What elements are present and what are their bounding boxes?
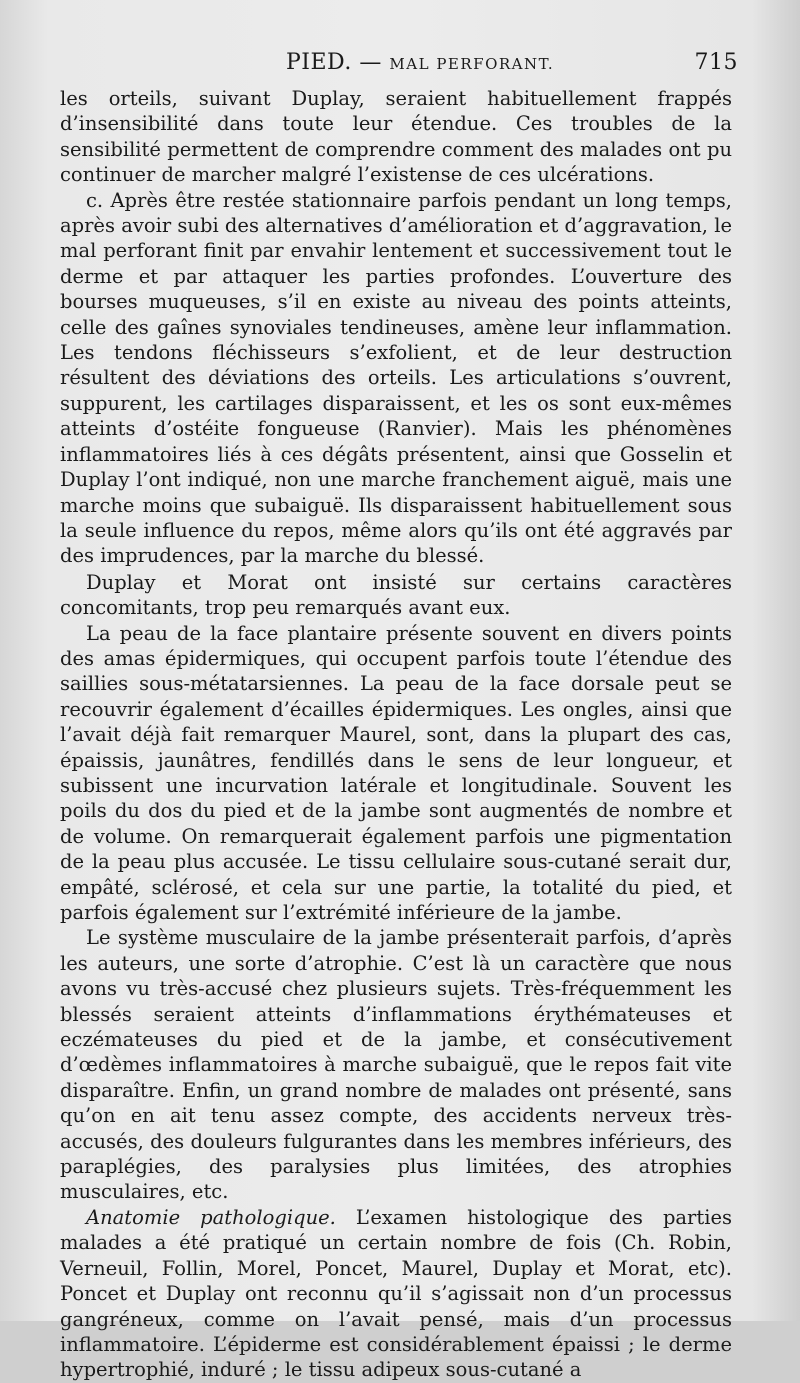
running-header (60, 50, 738, 80)
paragraph-2: c. Après être restée stationnaire parfois pendant un long temps, après avoir subi des alternatives d’amélioration et d’aggravation, le mal perforant finit par envahir lentement et successivement tout le derme et par attaquer les parties profondes. L’ouverture des bourses muqueuses, s’il en existe au niveau des points atteints, celle des gaînes synoviales tendineuses, amène leur inflammation. Les tendons fléchisseurs s’exfolient, et de leur destruction résultent des déviations des orteils. Les articulations s’ouvrent, suppurent, les cartilages disparaissent, et les os sont eux-mêmes atteints d’ostéite fongueuse (Ranvier). Mais les phénomènes inflammatoires liés à ces dégâts présentent, ainsi que Gosselin et Duplay l’ont indiqué, non une marche franchement aiguë, mais une marche moins que subaiguë. Ils disparaissent habituellement sous la seule influence du repos, même alors qu’ils ont été aggravés par des imprudences, par la marche du blessé. (60, 188, 732, 568)
page-number: 715 (694, 50, 738, 75)
paragraph-3: Duplay et Morat ont insisté sur certains caractères concomitants, trop peu remarqués avant eux. (60, 570, 732, 620)
paragraph-6-text: L’examen histologique des parties malades a été pratiqué un certain nombre de fois (Ch. Robin, Verneuil, Follin, Morel, Poncet, Maurel, Duplay et Morat, etc). Poncet et Duplay ont reconnu qu’il s’agissait non d’un processus gangréneux, comme on l’avait pensé, mais d’un processus inflammatoire. L’épiderme est considérablement épaissi ; le derme hypertrophié, induré ; le tissu adipeux sous-cutané a (60, 1205, 732, 1382)
paragraph-4: La peau de la face plantaire présente souvent en divers points des amas épidermiques, qui occupent parfois toute l’étendue des saillies sous-métatarsiennes. La peau de la face dorsale peut se recouvrir également d’écailles épidermiques. Les ongles, ainsi que l’avait déjà fait remarquer Maurel, sont, dans la plupart des cas, épaissis, jaunâtres, fendillés dans le sens de leur longueur, et subissent une incurvation latérale et longitudinale. Souvent les poils du dos du pied et de la jambe sont augmentés de nombre et de volume. On remarquerait également parfois une pigmentation de la peau plus accusée. Le tissu cellulaire sous-cutané serait dur, empâté, sclérosé, et cela sur une partie, la totalité du pied, et parfois également sur l’extrémité inférieure de la jambe. (60, 621, 732, 924)
running-title (286, 50, 554, 75)
paragraph-6 (60, 1205, 732, 1383)
body-text (60, 86, 732, 1383)
running-title-sub: MAL PERFORANT. (389, 55, 555, 73)
running-title-main: PIED. — (286, 50, 382, 75)
paragraph-1: les orteils, suivant Duplay, seraient habituellement frappés d’insensibilité dans toute leur étendue. Ces troubles de la sensibilité permettent de comprendre comment des malades ont pu continuer de marcher malgré l’existense de ces ulcérations. (60, 87, 732, 187)
paragraph-5: Le système musculaire de la jambe présenterait parfois, d’après les auteurs, une sorte d’atrophie. C’est là un caractère que nous avons vu très-accusé chez plusieurs sujets. Très-fréquemment les blessés seraient atteints d’inflammations érythémateuses et eczémateuses du pied et de la jambe, et consécutivement d’œdèmes inflammatoires à marche subaiguë, que le repos fait vite disparaître. Enfin, un grand nombre de malades ont présenté, sans qu’on en ait tenu assez compte, des accidents nerveux très-accusés, des douleurs fulgurantes dans les membres inférieurs, des paraplégies, des paralysies plus limitées, des atrophies musculaires, etc. (60, 926, 732, 1204)
section-heading-italic: Anatomie pathologique. (86, 1205, 336, 1229)
